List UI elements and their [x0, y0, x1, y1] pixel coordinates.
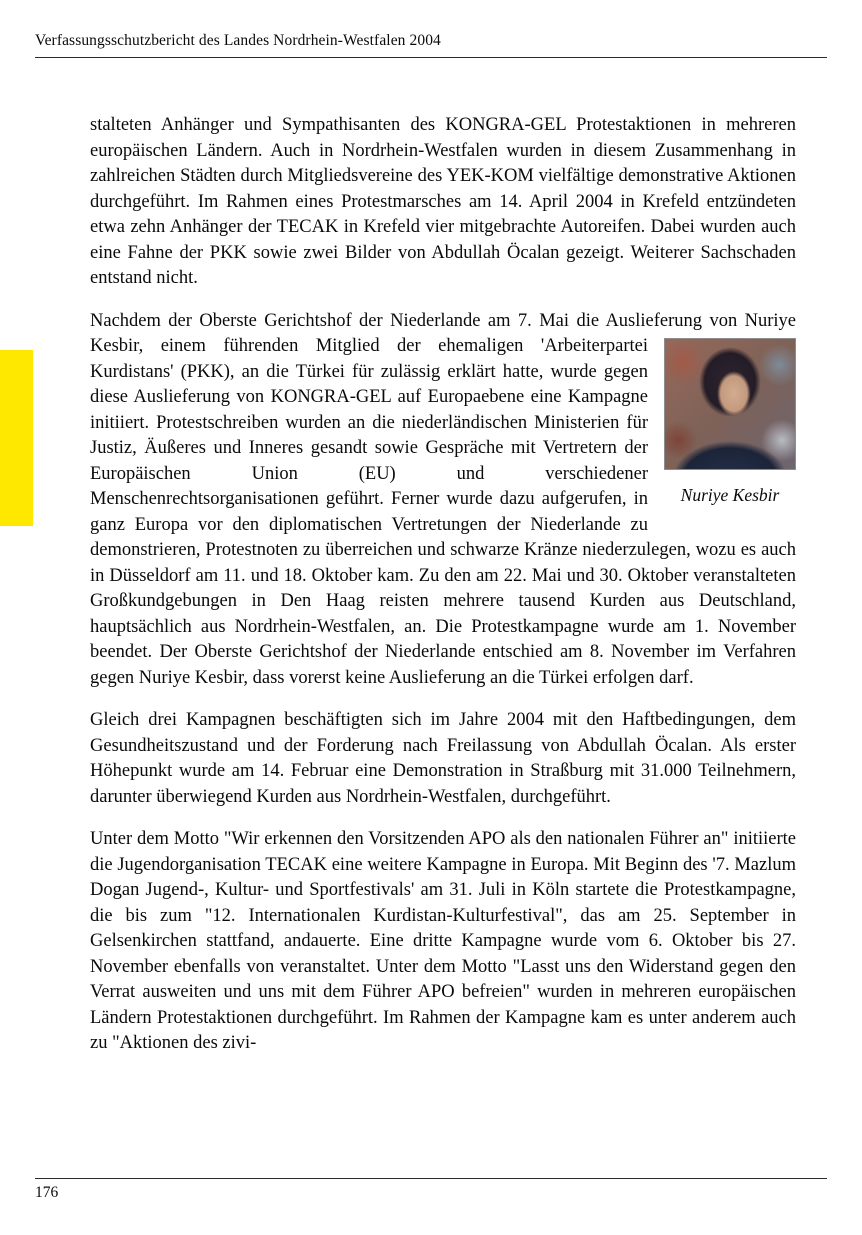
paragraph-kesbir-extradition: [90, 309, 796, 692]
nuriye-kesbir-photo: [664, 338, 796, 470]
photo-caption: Nuriye Kesbir: [680, 485, 780, 505]
figure-nuriye-kesbir: [664, 338, 796, 506]
footer-divider: [35, 1178, 827, 1179]
running-header: [35, 32, 827, 58]
paragraph-kongra-gel-protests: stalteten Anhänger und Sympathisanten des KONGRA-GEL Protestaktionen in mehreren europäischen Ländern. Auch in Nordrhein-Westfalen wurden in diesem Zusammenhang in zahlreichen Städten durch Mitgliedsvereine des YEK-KOM vielfältige demonstrative Aktionen durchgeführt. Im Rahmen eines Protestmarsches am 14. April 2004 in Krefeld entzündeten etwa zehn Anhänger der TECAK in Krefeld vier mitgebrachte Autoreifen. Dabei wurden auch eine Fahne der PKK sowie zwei Bilder von Abdullah Öcalan gezeigt. Weiterer Sachschaden entstand nicht.: [90, 115, 796, 288]
paragraph-2-rest-text: Nuriye Kesbir, einem führenden Mitglied der ehemaligen 'Arbeiterpartei Kurdistans' (PKK), an die Türkei für zulässig erklärt hatte, wurde gegen diese Auslieferung von KONGRA-GEL auf Europaebene eine Kampagne initiiert. Protestschreiben wurden an die niederländischen Ministerien für Justiz, Äußeres und Inneres gesandt sowie Gespräche mit Vertretern der Europäischen Union (EU) und verschiedener Menschenrechtsorganisationen geführt. Ferner wurde dazu aufgerufen, in ganz Europa vor den diplomatischen Vertretungen der Niederlande zu demonstrieren, Protestnoten zu überreichen und schwarze Kränze niederzulegen, wozu es auch in Düsseldorf am 11. und 18. Oktober kam. Zu den am 22. Mai und 30. Oktober veranstalteten Großkundgebungen in Den Haag reisten mehrere tausend Kurden aus Deutschland, hauptsächlich aus Nordrhein-Westfalen, an. Die Protestkampagne wurde am 1. November beendet. Der Oberste Gerichtshof der Niederlande entschied am 8. November im Verfahren gegen Nuriye Kesbir, dass vorerst keine Auslieferung an die Türkei erfolgen darf.: [90, 310, 796, 688]
page-number: 176: [35, 1184, 59, 1201]
margin-highlight-marker: [0, 350, 33, 526]
running-header-title: Verfassungsschutzbericht des Landes Nordrhein-Westfalen 2004: [35, 32, 441, 49]
paragraph-2-lead-text: Nachdem der Oberste Gerichtshof der Niederlande am 7. Mai die Auslieferung von: [90, 310, 745, 331]
paragraph-tecak-campaign: Unter dem Motto "Wir erkennen den Vorsitzenden APO als den nationalen Führer an" initiierte die Jugendorganisation TECAK eine weitere Kampagne in Europa. Mit Beginn des '7. Mazlum Dogan Jugend-, Kultur- und Sportfestivals' am 31. Juli in Köln startete die Protestkampagne, die bis zum "12. Internationalen Kurdistan-Kulturfestival", das am 25. September in Gelsenkirchen stattfand, andauerte. Eine dritte Kampagne wurde vom 6. Oktober bis 27. November ebenfalls von veranstaltet. Unter dem Motto "Lasst uns den Widerstand gegen den Verrat ausweiten und uns mit dem Führer APO befreien" wurden in mehreren europäischen Ländern Protestaktionen durchgeführt. Im Rahmen der Kampagne kam es unter anderem auch zu "Aktionen des zivi-: [90, 829, 796, 1053]
header-divider: [35, 57, 827, 58]
page-body: [90, 113, 796, 1074]
paragraph-oecalan-campaigns: Gleich drei Kampagnen beschäftigten sich im Jahre 2004 mit den Haftbedingungen, dem Gesundheitszustand und der Forderung nach Freilassung von Abdullah Öcalan. Als erster Höhepunkt wurde am 14. Februar eine Demonstration in Straßburg mit 31.000 Teilnehmern, darunter überwiegend Kurden aus Nordrhein-Westfalen, durchgeführt.: [90, 710, 796, 807]
